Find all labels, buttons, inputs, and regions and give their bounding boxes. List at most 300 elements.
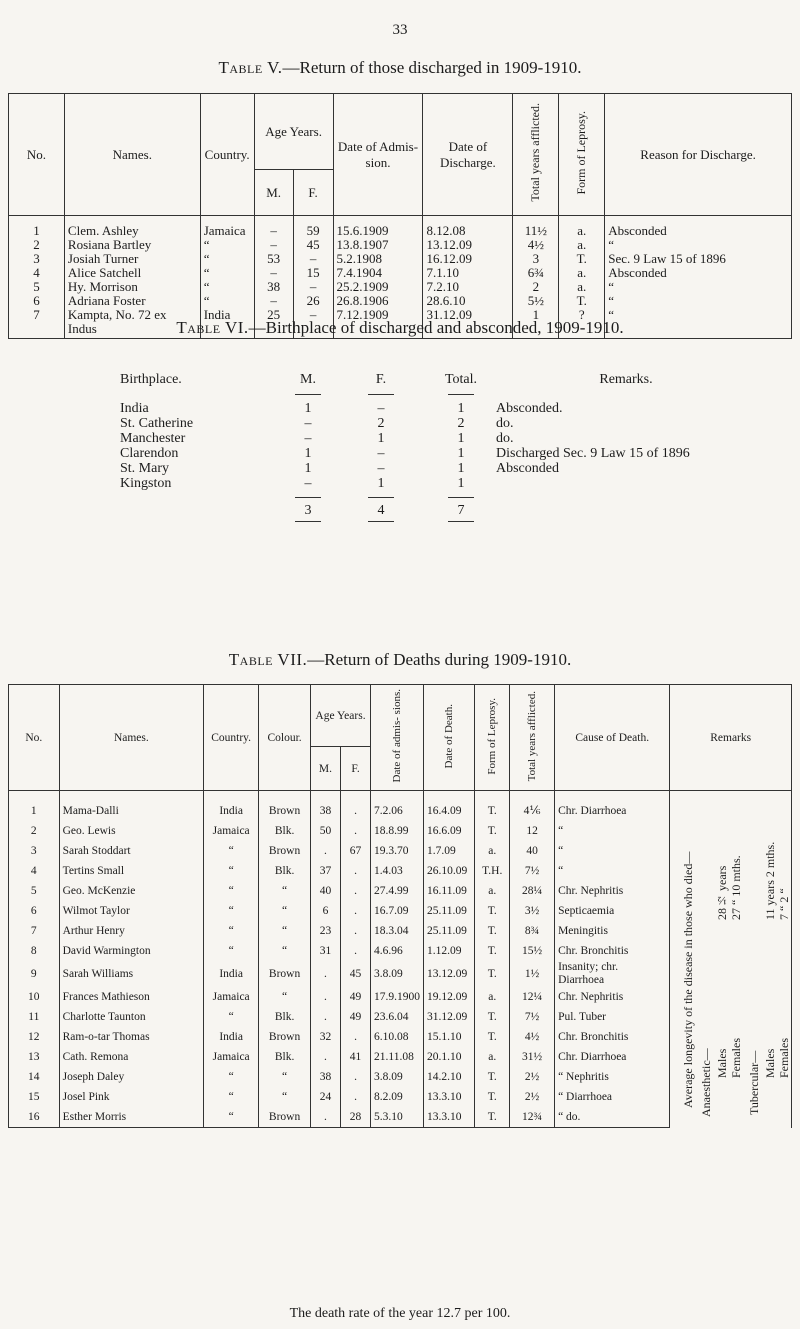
t7-cell-colour: Brown xyxy=(259,791,311,822)
t7-col-no: No. xyxy=(9,685,60,791)
t7-cell-country: Jamaica xyxy=(204,987,259,1007)
t7-cell-years: 15½ xyxy=(510,941,555,961)
t7-cell-death: 13.12.09 xyxy=(424,961,475,987)
t7-cell-name: Mama-Dalli xyxy=(59,791,204,822)
t6-birthplace: Manchester xyxy=(120,431,186,446)
t5-cell-no: 5 xyxy=(9,280,65,294)
t7-cell-colour: “ xyxy=(259,987,311,1007)
t7-cell-colour: Blk. xyxy=(259,861,311,881)
t7-cell-no: 13 xyxy=(9,1047,60,1067)
t6-birthplace: Clarendon xyxy=(120,446,179,461)
tubercular-label: Tubercular— xyxy=(747,1050,761,1116)
t5-cell-m: 38 xyxy=(254,280,293,294)
tubercular-males: Males xyxy=(763,1048,777,1078)
t7-cell-no: 12 xyxy=(9,1027,60,1047)
t5-cell-m: 25 xyxy=(254,308,293,339)
t7-cell-cause: “ xyxy=(555,861,670,881)
t6-remarks: do. xyxy=(496,416,514,431)
t7-cell-admission: 18.8.99 xyxy=(371,821,424,841)
t5-cell-m: – xyxy=(254,266,293,280)
t7-cell-f: 49 xyxy=(341,1007,371,1027)
t7-cell-years: 40 xyxy=(510,841,555,861)
t7-cell-colour: Blk. xyxy=(259,1047,311,1067)
table5 xyxy=(8,93,792,339)
t5-cell-f: 26 xyxy=(293,294,333,308)
t7-cell-m: 31 xyxy=(310,941,340,961)
table6-title: Table VI.—Birthplace of discharged and absconded, 1909-1910. xyxy=(176,318,624,337)
t7-cell-no: 15 xyxy=(9,1087,60,1107)
t7-col-names: Names. xyxy=(59,685,204,791)
t7-cell-cause: Septicaemia xyxy=(555,901,670,921)
tubercular-males-value: 11 years 2 mths. xyxy=(763,841,777,920)
t7-cell-years: 2½ xyxy=(510,1067,555,1087)
t7-cell-cause: Chr. Nephritis xyxy=(555,987,670,1007)
t7-cell-cause: Insanity; chr. Diarrhoea xyxy=(555,961,670,987)
t7-cell-admission: 21.11.08 xyxy=(371,1047,424,1067)
table5-title: Table V.—Return of those discharged in 1909-1910. xyxy=(218,58,582,77)
t5-col-total-years: Total years afflicted. xyxy=(513,94,559,216)
t6-total: 1 xyxy=(457,476,465,491)
t5-cell-m: – xyxy=(254,238,293,252)
list-item xyxy=(120,416,760,431)
t5-cell-reason: Sec. 9 Law 15 of 1896 xyxy=(605,252,792,266)
t5-cell-form: T. xyxy=(559,294,605,308)
t7-cell-m: 6 xyxy=(310,901,340,921)
t7-cell-death: 16.4.09 xyxy=(424,791,475,822)
t7-cell-death: 20.1.10 xyxy=(424,1047,475,1067)
t7-cell-no: 4 xyxy=(9,861,60,881)
t7-cell-f: . xyxy=(341,881,371,901)
table-row xyxy=(9,294,792,308)
t7-cell-death: 19.12.09 xyxy=(424,987,475,1007)
t7-cell-form: T. xyxy=(475,901,510,921)
t7-cell-form: T. xyxy=(475,1007,510,1027)
t7-cell-death: 1.12.09 xyxy=(424,941,475,961)
t5-cell-discharge: 7.2.10 xyxy=(423,280,513,294)
t7-cell-m: 32 xyxy=(310,1027,340,1047)
t6-total-all: 7 xyxy=(457,503,465,518)
t7-cell-admission: 23.6.04 xyxy=(371,1007,424,1027)
t7-cell-country: Jamaica xyxy=(204,821,259,841)
t7-cell-admission: 7.2.06 xyxy=(371,791,424,822)
t7-cell-name: Joseph Daley xyxy=(59,1067,204,1087)
t7-cell-form: a. xyxy=(475,1047,510,1067)
t5-cell-admission: 7.4.1904 xyxy=(333,266,423,280)
t6-remarks: Absconded xyxy=(496,461,559,476)
t7-cell-colour: “ xyxy=(259,921,311,941)
t5-cell-country: “ xyxy=(200,280,254,294)
t7-cell-no: 9 xyxy=(9,961,60,987)
t7-remarks-block xyxy=(681,730,791,1290)
t5-cell-years: 4½ xyxy=(513,238,559,252)
list-item xyxy=(120,446,760,461)
t7-cell-death: 16.6.09 xyxy=(424,821,475,841)
death-rate-note: The death rate of the year 12.7 per 100. xyxy=(289,1306,511,1321)
t7-cell-country: Jamaica xyxy=(204,1047,259,1067)
t7-cell-m: . xyxy=(310,961,340,987)
t7-cell-form: T. xyxy=(475,1087,510,1107)
t7-cell-name: Charlotte Taunton xyxy=(59,1007,204,1027)
t5-cell-discharge: 16.12.09 xyxy=(423,252,513,266)
t7-cell-colour: Brown xyxy=(259,1027,311,1047)
t7-cell-name: Tertins Small xyxy=(59,861,204,881)
t5-cell-years: 1 xyxy=(513,308,559,339)
t7-cell-years: 31½ xyxy=(510,1047,555,1067)
t5-cell-no: 2 xyxy=(9,238,65,252)
t7-cell-form: T. xyxy=(475,941,510,961)
t6-f: 1 xyxy=(377,431,385,446)
t5-cell-admission: 15.6.1909 xyxy=(333,216,423,239)
t5-cell-name: Rosiana Bartley xyxy=(64,238,200,252)
list-item xyxy=(120,476,760,491)
t6-m: 1 xyxy=(304,401,312,416)
t6-m: – xyxy=(304,431,312,446)
t5-cell-form: a. xyxy=(559,216,605,239)
t6-total-m: 3 xyxy=(304,503,312,518)
t7-cell-m: 23 xyxy=(310,921,340,941)
t7-cell-m: 38 xyxy=(310,1067,340,1087)
t7-cell-colour: “ xyxy=(259,1087,311,1107)
t5-cell-name: Kampta, No. 72 ex Indus xyxy=(64,308,200,339)
t7-cell-colour: “ xyxy=(259,1067,311,1087)
t7-cell-m: 50 xyxy=(310,821,340,841)
t6-f: – xyxy=(377,401,385,416)
t5-cell-years: 2 xyxy=(513,280,559,294)
table6 xyxy=(120,372,760,528)
t7-cell-m: . xyxy=(310,1007,340,1027)
t7-cell-form: T. xyxy=(475,1027,510,1047)
t5-col-form: Form of Leprosy. xyxy=(559,94,605,216)
t5-cell-admission: 13.8.1907 xyxy=(333,238,423,252)
t7-cell-cause: “ xyxy=(555,821,670,841)
t6-birthplace: St. Catherine xyxy=(120,416,194,431)
t7-cell-years: 7½ xyxy=(510,861,555,881)
t7-cell-colour: Blk. xyxy=(259,1007,311,1027)
t7-cell-no: 7 xyxy=(9,921,60,941)
t5-cell-country: “ xyxy=(200,294,254,308)
t7-cell-no: 1 xyxy=(9,791,60,822)
t7-col-country: Country. xyxy=(204,685,259,791)
table7 xyxy=(8,684,792,1128)
t5-cell-reason: Absconded xyxy=(605,266,792,280)
t5-cell-reason: “ xyxy=(605,294,792,308)
t5-cell-m: – xyxy=(254,294,293,308)
t7-cell-name: Josel Pink xyxy=(59,1087,204,1107)
t7-cell-f: . xyxy=(341,791,371,822)
t7-cell-country: India xyxy=(204,791,259,822)
t7-col-remarks: Remarks xyxy=(670,685,792,791)
t7-cell-m: 40 xyxy=(310,881,340,901)
t6-remarks: Discharged Sec. 9 Law 15 of 1896 xyxy=(496,446,690,461)
t6-f: 1 xyxy=(377,476,385,491)
t6-total: 1 xyxy=(457,401,465,416)
t5-cell-form: T. xyxy=(559,252,605,266)
t7-col-f: F. xyxy=(341,747,371,791)
t7-cell-f: . xyxy=(341,821,371,841)
t7-cell-years: 1½ xyxy=(510,961,555,987)
t5-cell-f: 59 xyxy=(293,216,333,239)
t6-f: – xyxy=(377,446,385,461)
t5-cell-no: 7 xyxy=(9,308,65,339)
t7-cell-cause: Chr. Diarrhoea xyxy=(555,791,670,822)
t6-total: 2 xyxy=(457,416,465,431)
t7-col-form: Form of Leprosy. xyxy=(475,685,510,791)
t5-cell-admission: 25.2.1909 xyxy=(333,280,423,294)
t5-cell-form: ? xyxy=(559,308,605,339)
t7-cell-name: Wilmot Taylor xyxy=(59,901,204,921)
t7-cell-admission: 8.2.09 xyxy=(371,1087,424,1107)
table-row xyxy=(9,252,792,266)
t5-cell-form: a. xyxy=(559,266,605,280)
t7-cell-admission: 1.4.03 xyxy=(371,861,424,881)
t5-cell-f: – xyxy=(293,280,333,294)
t5-cell-name: Clem. Ashley xyxy=(64,216,200,239)
t7-cell-colour: “ xyxy=(259,901,311,921)
t7-cell-country: “ xyxy=(204,941,259,961)
t7-cell-country: “ xyxy=(204,1007,259,1027)
t5-cell-form: a. xyxy=(559,280,605,294)
t7-cell-name: Geo. McKenzie xyxy=(59,881,204,901)
t7-cell-form: T. xyxy=(475,921,510,941)
t5-cell-years: 3 xyxy=(513,252,559,266)
t7-cell-years: 7½ xyxy=(510,1007,555,1027)
t6-birthplace: St. Mary xyxy=(120,461,169,476)
t7-cell-form: T. xyxy=(475,821,510,841)
t7-cell-years: 3½ xyxy=(510,901,555,921)
t7-col-m: M. xyxy=(310,747,340,791)
t7-col-admission: Date of admis- sions. xyxy=(371,685,424,791)
t7-cell-f: 28 xyxy=(341,1107,371,1128)
t7-cell-no: 3 xyxy=(9,841,60,861)
t5-cell-years: 11½ xyxy=(513,216,559,239)
t5-cell-reason: “ xyxy=(605,308,792,339)
t7-cell-f: . xyxy=(341,1067,371,1087)
t6-m: 1 xyxy=(304,461,312,476)
t5-cell-discharge: 13.12.09 xyxy=(423,238,513,252)
t6-remarks: Absconded. xyxy=(496,401,563,416)
t7-cell-colour: Brown xyxy=(259,961,311,987)
t7-cell-death: 16.11.09 xyxy=(424,881,475,901)
t6-col-f: F. xyxy=(375,372,387,387)
t7-cell-years: 4⅙ xyxy=(510,791,555,822)
t5-cell-m: – xyxy=(254,216,293,239)
t7-cell-colour: Blk. xyxy=(259,821,311,841)
t7-cell-admission: 4.6.96 xyxy=(371,941,424,961)
t6-remarks: do. xyxy=(496,431,514,446)
t7-cell-colour: “ xyxy=(259,881,311,901)
t7-cell-no: 6 xyxy=(9,901,60,921)
t5-cell-years: 6¾ xyxy=(513,266,559,280)
t7-cell-name: Cath. Remona xyxy=(59,1047,204,1067)
t5-cell-reason: Absconded xyxy=(605,216,792,239)
table-row xyxy=(9,791,792,822)
t7-cell-f: . xyxy=(341,921,371,941)
t7-cell-death: 14.2.10 xyxy=(424,1067,475,1087)
t7-cell-no: 8 xyxy=(9,941,60,961)
t7-cell-years: 28¼ xyxy=(510,881,555,901)
t7-cell-years: 8¾ xyxy=(510,921,555,941)
t6-total: 1 xyxy=(457,446,465,461)
t5-cell-name: Alice Satchell xyxy=(64,266,200,280)
t6-col-remarks: Remarks. xyxy=(599,372,653,387)
list-item xyxy=(120,401,760,416)
t7-cell-m: . xyxy=(310,987,340,1007)
t7-cell-m: 38 xyxy=(310,791,340,822)
t5-cell-admission: 26.8.1906 xyxy=(333,294,423,308)
t7-col-cause: Cause of Death. xyxy=(555,685,670,791)
t5-col-reason: Reason for Discharge. xyxy=(605,94,792,216)
t7-cell-death: 25.11.09 xyxy=(424,901,475,921)
t7-cell-m: . xyxy=(310,1047,340,1067)
t7-cell-admission: 17.9.1900 xyxy=(371,987,424,1007)
page-number: 33 xyxy=(392,22,408,38)
t7-col-colour: Colour. xyxy=(259,685,311,791)
t7-cell-cause: Chr. Nephritis xyxy=(555,881,670,901)
t7-cell-country: “ xyxy=(204,1107,259,1128)
t7-cell-f: . xyxy=(341,901,371,921)
t7-cell-f: . xyxy=(341,941,371,961)
t5-cell-country: “ xyxy=(200,238,254,252)
t7-cell-country: “ xyxy=(204,1087,259,1107)
tubercular-females: Females xyxy=(777,1038,791,1078)
t7-cell-form: a. xyxy=(475,987,510,1007)
t7-cell-death: 1.7.09 xyxy=(424,841,475,861)
table-row xyxy=(9,216,792,239)
t6-m: – xyxy=(304,476,312,491)
t5-cell-form: a. xyxy=(559,238,605,252)
t5-cell-reason: “ xyxy=(605,280,792,294)
t7-cell-cause: “ do. xyxy=(555,1107,670,1128)
t5-cell-discharge: 7.1.10 xyxy=(423,266,513,280)
t5-cell-no: 3 xyxy=(9,252,65,266)
t7-cell-f: . xyxy=(341,1027,371,1047)
tubercular-females-value: 7 “ 2 “ xyxy=(777,888,791,920)
t7-cell-form: a. xyxy=(475,881,510,901)
t5-cell-admission: 7.12.1909 xyxy=(333,308,423,339)
t6-total: 1 xyxy=(457,431,465,446)
t7-cell-name: Sarah Stoddart xyxy=(59,841,204,861)
t7-cell-name: Sarah Williams xyxy=(59,961,204,987)
t7-cell-cause: “ Nephritis xyxy=(555,1067,670,1087)
t7-cell-death: 31.12.09 xyxy=(424,1007,475,1027)
t7-cell-cause: “ xyxy=(555,841,670,861)
t7-cell-form: T.H. xyxy=(475,861,510,881)
t7-cell-m: 24 xyxy=(310,1087,340,1107)
t6-f: – xyxy=(377,461,385,476)
t5-col-age: Age Years. xyxy=(254,94,333,170)
t7-cell-country: “ xyxy=(204,881,259,901)
t7-cell-country: “ xyxy=(204,921,259,941)
t7-cell-m: . xyxy=(310,841,340,861)
t6-m: – xyxy=(304,416,312,431)
t7-col-death: Date of Death. xyxy=(424,685,475,791)
t7-cell-name: Ram-o-tar Thomas xyxy=(59,1027,204,1047)
t5-cell-no: 4 xyxy=(9,266,65,280)
t7-cell-no: 14 xyxy=(9,1067,60,1087)
t6-birthplace: India xyxy=(120,401,149,416)
t7-cell-admission: 3.8.09 xyxy=(371,961,424,987)
t7-cell-form: T. xyxy=(475,961,510,987)
t7-cell-colour: Brown xyxy=(259,841,311,861)
t7-cell-years: 12 xyxy=(510,821,555,841)
t5-cell-f: – xyxy=(293,308,333,339)
t7-cell-no: 16 xyxy=(9,1107,60,1128)
t7-cell-country: India xyxy=(204,1027,259,1047)
t5-cell-no: 1 xyxy=(9,216,65,239)
t7-cell-name: David Warmington xyxy=(59,941,204,961)
t6-total-f: 4 xyxy=(377,503,385,518)
list-item xyxy=(120,431,760,446)
t5-cell-discharge: 8.12.08 xyxy=(423,216,513,239)
t7-cell-cause: Chr. Diarrhoea xyxy=(555,1047,670,1067)
t5-cell-no: 6 xyxy=(9,294,65,308)
avg-longevity-label: Average longevity of the disease in those who died— xyxy=(681,851,695,1109)
t7-cell-form: T. xyxy=(475,1067,510,1087)
t5-cell-reason: “ xyxy=(605,238,792,252)
t5-cell-name: Adriana Foster xyxy=(64,294,200,308)
t7-cell-colour: Brown xyxy=(259,1107,311,1128)
t5-cell-m: 53 xyxy=(254,252,293,266)
t5-cell-country: Jamaica xyxy=(200,216,254,239)
t7-cell-f: . xyxy=(341,861,371,881)
t7-cell-years: 2½ xyxy=(510,1087,555,1107)
t7-cell-admission: 16.7.09 xyxy=(371,901,424,921)
t7-cell-death: 26.10.09 xyxy=(424,861,475,881)
t6-total: 1 xyxy=(457,461,465,476)
t7-cell-country: “ xyxy=(204,1067,259,1087)
t7-cell-years: 12¼ xyxy=(510,987,555,1007)
t5-col-no: No. xyxy=(9,94,65,216)
t7-cell-admission: 5.3.10 xyxy=(371,1107,424,1128)
t7-cell-cause: Chr. Bronchitis xyxy=(555,1027,670,1047)
table7-title: Table VII.—Return of Deaths during 1909-1910. xyxy=(228,650,572,669)
t7-cell-no: 5 xyxy=(9,881,60,901)
t7-cell-f: . xyxy=(341,1087,371,1107)
t7-cell-death: 25.11.09 xyxy=(424,921,475,941)
t5-cell-country: “ xyxy=(200,252,254,266)
t5-cell-f: 45 xyxy=(293,238,333,252)
t7-col-age: Age Years. xyxy=(310,685,370,747)
t7-cell-admission: 3.8.09 xyxy=(371,1067,424,1087)
t5-col-names: Names. xyxy=(64,94,200,216)
table-row xyxy=(9,266,792,280)
t7-cell-country: “ xyxy=(204,861,259,881)
table-row xyxy=(9,280,792,294)
t5-cell-name: Josiah Turner xyxy=(64,252,200,266)
t7-cell-f: 41 xyxy=(341,1047,371,1067)
anaesthetic-males-value: 28½ years xyxy=(715,865,729,920)
t7-cell-name: Esther Morris xyxy=(59,1107,204,1128)
t7-cell-f: 67 xyxy=(341,841,371,861)
t7-cell-no: 11 xyxy=(9,1007,60,1027)
t6-f: 2 xyxy=(377,416,385,431)
t7-cell-form: T. xyxy=(475,1107,510,1128)
t6-m: 1 xyxy=(304,446,312,461)
t6-col-total: Total. xyxy=(444,372,478,387)
t5-cell-country: “ xyxy=(200,266,254,280)
t5-cell-discharge: 31.12.09 xyxy=(423,308,513,339)
t7-cell-country: India xyxy=(204,961,259,987)
t7-cell-cause: Meningitis xyxy=(555,921,670,941)
t5-col-country: Country. xyxy=(200,94,254,216)
list-item xyxy=(120,461,760,476)
t6-remarks xyxy=(496,476,756,491)
t7-cell-years: 4½ xyxy=(510,1027,555,1047)
t7-cell-death: 13.3.10 xyxy=(424,1107,475,1128)
t5-col-m: M. xyxy=(254,170,293,216)
anaesthetic-label: Anaesthetic— xyxy=(699,1048,713,1118)
t6-col-m: M. xyxy=(300,372,316,387)
